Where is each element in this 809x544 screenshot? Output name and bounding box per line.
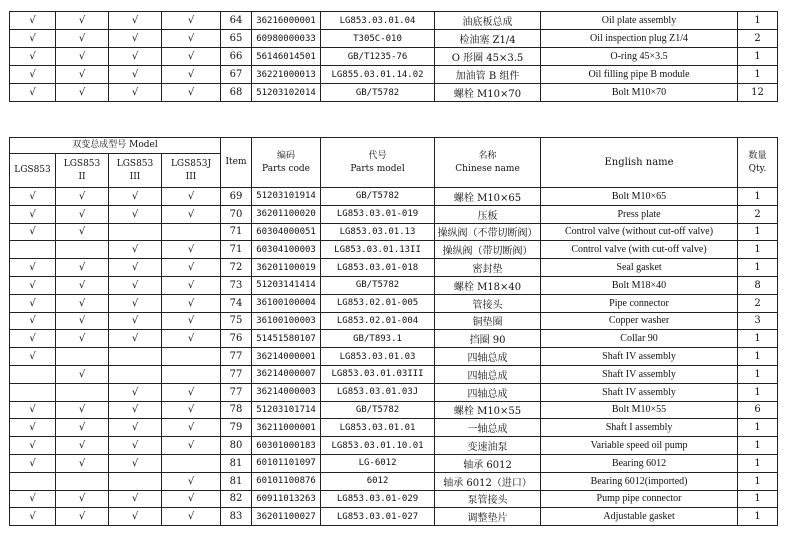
- model-header-3: [109, 154, 162, 188]
- model-4-check: √: [162, 508, 221, 526]
- chinese-name: 密封垫: [435, 259, 541, 277]
- english-name: Collar 90: [541, 330, 738, 348]
- model-1-check: [10, 472, 56, 490]
- model-header-4: [162, 154, 221, 188]
- item-number: 83: [221, 508, 252, 526]
- item-number: 78: [221, 401, 252, 419]
- english-name: Press plate: [541, 205, 738, 223]
- model-4-check: √: [162, 188, 221, 206]
- model-4-check: √: [162, 472, 221, 490]
- parts-code: 51203101914: [252, 188, 321, 206]
- model-2-check: √: [56, 205, 109, 223]
- quantity: 6: [738, 401, 778, 419]
- model-1-check: [10, 383, 56, 401]
- item-number: 81: [221, 472, 252, 490]
- item-number: 82: [221, 490, 252, 508]
- model-2-check: [56, 383, 109, 401]
- parts-model: GB/T5782: [321, 188, 435, 206]
- parts-model-header-cn: 代号: [368, 150, 387, 161]
- english-name: Copper washer: [541, 312, 738, 330]
- model-1-check: √: [10, 294, 56, 312]
- parts-code: 36214000007: [252, 365, 321, 383]
- chinese-name: 四轴总成: [435, 383, 541, 401]
- parts-model: LG853.03.01-019: [321, 205, 435, 223]
- table-row: [10, 348, 778, 366]
- table-row: [10, 508, 778, 526]
- parts-code: 36216000001: [252, 12, 321, 30]
- table-row: [10, 30, 778, 48]
- quantity: 8: [738, 276, 778, 294]
- parts-model: LG853.03.01.13II: [321, 241, 435, 259]
- item-number: 71: [221, 223, 252, 241]
- model-3-check: [109, 223, 162, 241]
- qty-header: [738, 138, 778, 188]
- model-4-check: √: [162, 294, 221, 312]
- chinese-name: 四轴总成: [435, 365, 541, 383]
- model-header-4-line1: LGS853J: [170, 158, 212, 169]
- model-1-check: √: [10, 419, 56, 437]
- model-3-check: √: [109, 241, 162, 259]
- model-header-3-line1: LGS853: [116, 158, 154, 169]
- model-4-check: √: [162, 241, 221, 259]
- model-3-check: √: [109, 188, 162, 206]
- parts-code: 36201100020: [252, 205, 321, 223]
- table-row: [10, 276, 778, 294]
- chinese-name-header-cn: 名称: [478, 150, 497, 161]
- model-1-check: √: [10, 437, 56, 455]
- chinese-name-header-en: Chinese name: [455, 163, 520, 174]
- chinese-name: 管接头: [435, 294, 541, 312]
- table-row: [10, 205, 778, 223]
- item-number: 66: [221, 48, 252, 66]
- item-number: 79: [221, 419, 252, 437]
- model-3-check: √: [109, 312, 162, 330]
- model-1-check: √: [10, 312, 56, 330]
- model-2-check: √: [56, 312, 109, 330]
- model-1-check: [10, 241, 56, 259]
- model-4-check: √: [162, 312, 221, 330]
- model-1-check: √: [10, 490, 56, 508]
- model-4-check: √: [162, 419, 221, 437]
- item-number: 73: [221, 276, 252, 294]
- chinese-name: 螺栓 M10×55: [435, 401, 541, 419]
- model-1-check: [10, 365, 56, 383]
- chinese-name: 油底板总成: [435, 12, 541, 30]
- model-3-check: √: [109, 330, 162, 348]
- item-number: 77: [221, 365, 252, 383]
- quantity: 2: [738, 205, 778, 223]
- quantity: 1: [738, 490, 778, 508]
- item-number: 77: [221, 348, 252, 366]
- model-4-check: √: [162, 383, 221, 401]
- item-number: 74: [221, 294, 252, 312]
- model-1-check: √: [10, 30, 56, 48]
- model-3-check: √: [109, 419, 162, 437]
- parts-code: 51203102014: [252, 84, 321, 102]
- qty-header-cn: 数量: [748, 150, 767, 161]
- model-4-check: [162, 348, 221, 366]
- model-4-check: [162, 223, 221, 241]
- parts-table-top-body: [10, 12, 778, 102]
- model-1-check: √: [10, 276, 56, 294]
- quantity: 1: [738, 48, 778, 66]
- parts-model: LG853.03.01-027: [321, 508, 435, 526]
- model-1-check: √: [10, 12, 56, 30]
- parts-code-header-cn: 编码: [277, 150, 296, 161]
- model-3-check: √: [109, 437, 162, 455]
- parts-model: LG855.03.01.14.02: [321, 66, 435, 84]
- model-1-check: √: [10, 84, 56, 102]
- model-3-check: √: [109, 205, 162, 223]
- parts-model: LG853.03.01-029: [321, 490, 435, 508]
- parts-model-header-en: Parts model: [350, 163, 405, 174]
- item-number: 80: [221, 437, 252, 455]
- model-4-check: √: [162, 259, 221, 277]
- item-number: 76: [221, 330, 252, 348]
- model-header-3-line2: III: [129, 171, 141, 182]
- model-2-check: √: [56, 365, 109, 383]
- table-row: [10, 454, 778, 472]
- model-3-check: √: [109, 294, 162, 312]
- model-2-check: √: [56, 330, 109, 348]
- model-3-check: √: [109, 401, 162, 419]
- model-1-check: √: [10, 188, 56, 206]
- quantity: 1: [738, 223, 778, 241]
- parts-code: 51203101714: [252, 401, 321, 419]
- model-2-check: √: [56, 12, 109, 30]
- model-2-check: √: [56, 48, 109, 66]
- quantity: 3: [738, 312, 778, 330]
- model-2-check: √: [56, 188, 109, 206]
- model-2-check: √: [56, 419, 109, 437]
- table-row: [10, 223, 778, 241]
- item-number: 72: [221, 259, 252, 277]
- chinese-name: 四轴总成: [435, 348, 541, 366]
- english-name: Control valve (without cut-off valve): [541, 223, 738, 241]
- table-row: [10, 330, 778, 348]
- table-row: [10, 490, 778, 508]
- parts-code: 60980000033: [252, 30, 321, 48]
- model-1-check: √: [10, 508, 56, 526]
- model-3-check: √: [109, 276, 162, 294]
- quantity: 1: [738, 259, 778, 277]
- model-2-check: √: [56, 276, 109, 294]
- model-header-4-line2: III: [185, 171, 197, 182]
- model-3-check: √: [109, 508, 162, 526]
- model-header-1-line1: LGS853: [14, 165, 51, 175]
- table-row: [10, 472, 778, 490]
- model-4-check: √: [162, 66, 221, 84]
- model-4-check: √: [162, 48, 221, 66]
- model-4-check: √: [162, 490, 221, 508]
- chinese-name: 铜垫圈: [435, 312, 541, 330]
- model-4-check: √: [162, 205, 221, 223]
- item-number: 75: [221, 312, 252, 330]
- parts-model: LG-6012: [321, 454, 435, 472]
- parts-model: LG853.03.01.03: [321, 348, 435, 366]
- parts-model: LG853.02.01-005: [321, 294, 435, 312]
- chinese-name: 变速油泵: [435, 437, 541, 455]
- english-name: Adjustable gasket: [541, 508, 738, 526]
- model-3-check: [109, 472, 162, 490]
- chinese-name: 轴承 6012（进口）: [435, 472, 541, 490]
- item-number: 77: [221, 383, 252, 401]
- parts-code: 36100100003: [252, 312, 321, 330]
- parts-model: 6012: [321, 472, 435, 490]
- parts-code: 60301000183: [252, 437, 321, 455]
- model-2-check: [56, 348, 109, 366]
- parts-model-header: [321, 138, 435, 188]
- english-name: Oil plate assembly: [541, 12, 738, 30]
- item-header: Item: [221, 138, 252, 188]
- model-2-check: √: [56, 30, 109, 48]
- chinese-name: O 形圈 45×3.5: [435, 48, 541, 66]
- english-name: Shaft IV assembly: [541, 348, 738, 366]
- quantity: 1: [738, 330, 778, 348]
- table-row: [10, 437, 778, 455]
- english-name: Shaft I assembly: [541, 419, 738, 437]
- parts-model: LG853.03.01.01: [321, 419, 435, 437]
- english-name: Variable speed oil pump: [541, 437, 738, 455]
- item-number: 70: [221, 205, 252, 223]
- model-1-check: √: [10, 454, 56, 472]
- model-1-check: √: [10, 348, 56, 366]
- model-3-check: √: [109, 30, 162, 48]
- table-row: [10, 383, 778, 401]
- parts-model: GB/T5782: [321, 276, 435, 294]
- model-2-check: √: [56, 401, 109, 419]
- parts-code: 36211000001: [252, 419, 321, 437]
- model-4-check: √: [162, 12, 221, 30]
- english-name-header: English name: [541, 138, 738, 188]
- english-name: Pump pipe connector: [541, 490, 738, 508]
- english-name: Control valve (with cut-off valve): [541, 241, 738, 259]
- parts-model: T305C-010: [321, 30, 435, 48]
- chinese-name: 螺栓 M10×65: [435, 188, 541, 206]
- parts-model: LG853.03.01.03J: [321, 383, 435, 401]
- parts-code: 36201100019: [252, 259, 321, 277]
- english-name: O-ring 45×3.5: [541, 48, 738, 66]
- quantity: 1: [738, 508, 778, 526]
- english-name: Oil inspection plug Z1/4: [541, 30, 738, 48]
- item-number: 71: [221, 241, 252, 259]
- parts-code: 60911013263: [252, 490, 321, 508]
- chinese-name: 操纵阀（带切断阀）: [435, 241, 541, 259]
- parts-code: 36214000003: [252, 383, 321, 401]
- model-4-check: √: [162, 330, 221, 348]
- item-number: 81: [221, 454, 252, 472]
- chinese-name-header: [435, 138, 541, 188]
- english-name: Seal gasket: [541, 259, 738, 277]
- model-2-check: √: [56, 437, 109, 455]
- parts-model: GB/T1235-76: [321, 48, 435, 66]
- model-4-check: √: [162, 84, 221, 102]
- parts-code: 51203141414: [252, 276, 321, 294]
- english-name: Bolt M18×40: [541, 276, 738, 294]
- chinese-name: 螺栓 M18×40: [435, 276, 541, 294]
- model-2-check: [56, 241, 109, 259]
- chinese-name: 轴承 6012: [435, 454, 541, 472]
- quantity: 1: [738, 12, 778, 30]
- quantity: 2: [738, 294, 778, 312]
- table-row: [10, 365, 778, 383]
- quantity: 1: [738, 241, 778, 259]
- model-header-2-line1: LGS853: [63, 158, 101, 169]
- model-1-check: √: [10, 401, 56, 419]
- model-3-check: √: [109, 259, 162, 277]
- model-4-check: √: [162, 437, 221, 455]
- model-3-check: [109, 365, 162, 383]
- chinese-name: 压板: [435, 205, 541, 223]
- table-row: [10, 48, 778, 66]
- quantity: 1: [738, 472, 778, 490]
- parts-table-bottom-body: [10, 188, 778, 526]
- model-1-check: √: [10, 259, 56, 277]
- table-row: [10, 294, 778, 312]
- model-header-2: [56, 154, 109, 188]
- parts-model: LG853.03.01.10.01: [321, 437, 435, 455]
- model-3-check: √: [109, 12, 162, 30]
- english-name: Bolt M10×70: [541, 84, 738, 102]
- table-row: [10, 188, 778, 206]
- quantity: 12: [738, 84, 778, 102]
- model-2-check: √: [56, 490, 109, 508]
- model-3-check: √: [109, 454, 162, 472]
- item-number: 64: [221, 12, 252, 30]
- quantity: 1: [738, 365, 778, 383]
- quantity: 1: [738, 188, 778, 206]
- quantity: 1: [738, 66, 778, 84]
- table-row: [10, 66, 778, 84]
- parts-model: GB/T893.1: [321, 330, 435, 348]
- quantity: 1: [738, 348, 778, 366]
- quantity: 1: [738, 383, 778, 401]
- model-4-check: √: [162, 276, 221, 294]
- model-3-check: √: [109, 66, 162, 84]
- chinese-name: 泵管接头: [435, 490, 541, 508]
- chinese-name: 调整垫片: [435, 508, 541, 526]
- english-name: Bolt M10×65: [541, 188, 738, 206]
- model-4-check: √: [162, 30, 221, 48]
- model-2-check: √: [56, 508, 109, 526]
- model-3-check: √: [109, 490, 162, 508]
- english-name: Shaft IV assembly: [541, 383, 738, 401]
- item-number: 67: [221, 66, 252, 84]
- chinese-name: 挡圈 90: [435, 330, 541, 348]
- parts-code: 51451580107: [252, 330, 321, 348]
- english-name: Bearing 6012: [541, 454, 738, 472]
- parts-code: 60101100876: [252, 472, 321, 490]
- model-2-check: √: [56, 259, 109, 277]
- quantity: 1: [738, 437, 778, 455]
- parts-code: 36214000001: [252, 348, 321, 366]
- model-1-check: √: [10, 66, 56, 84]
- quantity: 1: [738, 419, 778, 437]
- quantity: 1: [738, 454, 778, 472]
- table-row: [10, 259, 778, 277]
- parts-code: 36221000013: [252, 66, 321, 84]
- item-number: 65: [221, 30, 252, 48]
- parts-code: 60304100003: [252, 241, 321, 259]
- english-name: Bolt M10×55: [541, 401, 738, 419]
- model-header-2-line2: II: [78, 171, 86, 182]
- model-3-check: √: [109, 383, 162, 401]
- model-2-check: √: [56, 454, 109, 472]
- parts-code-header: [252, 138, 321, 188]
- english-name: Shaft IV assembly: [541, 365, 738, 383]
- model-4-check: √: [162, 401, 221, 419]
- model-4-check: [162, 454, 221, 472]
- table-row: [10, 84, 778, 102]
- chinese-name: 加油管 B 组件: [435, 66, 541, 84]
- model-2-check: [56, 472, 109, 490]
- parts-code: 56146014501: [252, 48, 321, 66]
- model-1-check: √: [10, 48, 56, 66]
- model-3-check: [109, 348, 162, 366]
- item-number: 68: [221, 84, 252, 102]
- english-name: Oil filling pipe B module: [541, 66, 738, 84]
- item-number: 69: [221, 188, 252, 206]
- qty-header-en: Qty.: [748, 163, 767, 174]
- table-row: [10, 12, 778, 30]
- table-row: [10, 312, 778, 330]
- parts-model: LG853.03.01.03III: [321, 365, 435, 383]
- english-name: Pipe connector: [541, 294, 738, 312]
- model-1-check: √: [10, 205, 56, 223]
- parts-table-top: [9, 11, 778, 102]
- model-header-1: [10, 154, 56, 188]
- chinese-name: 螺栓 M10×70: [435, 84, 541, 102]
- model-3-check: √: [109, 48, 162, 66]
- parts-code: 36201100027: [252, 508, 321, 526]
- parts-table-header: [10, 138, 778, 188]
- parts-model: LG853.02.01-004: [321, 312, 435, 330]
- parts-model: GB/T5782: [321, 401, 435, 419]
- model-4-check: [162, 365, 221, 383]
- parts-code: 60101101097: [252, 454, 321, 472]
- model-2-check: √: [56, 84, 109, 102]
- chinese-name: 检油塞 Z1/4: [435, 30, 541, 48]
- parts-model: LG853.03.01-018: [321, 259, 435, 277]
- chinese-name: 操纵阀（不带切断阀）: [435, 223, 541, 241]
- parts-code: 36100100004: [252, 294, 321, 312]
- model-2-check: √: [56, 223, 109, 241]
- quantity: 2: [738, 30, 778, 48]
- english-name: Bearing 6012(imported): [541, 472, 738, 490]
- table-row: [10, 419, 778, 437]
- parts-model: GB/T5782: [321, 84, 435, 102]
- model-3-check: √: [109, 84, 162, 102]
- model-1-check: √: [10, 223, 56, 241]
- table-row: [10, 401, 778, 419]
- parts-model: LG853.03.01.13: [321, 223, 435, 241]
- parts-code-header-en: Parts code: [262, 163, 311, 174]
- model-group-header: 双变总成型号 Model: [10, 138, 221, 154]
- parts-code: 60304000051: [252, 223, 321, 241]
- model-2-check: √: [56, 66, 109, 84]
- parts-model: LG853.03.01.04: [321, 12, 435, 30]
- table-row: [10, 241, 778, 259]
- model-1-check: √: [10, 330, 56, 348]
- chinese-name: 一轴总成: [435, 419, 541, 437]
- model-2-check: √: [56, 294, 109, 312]
- parts-table-bottom: [9, 137, 778, 526]
